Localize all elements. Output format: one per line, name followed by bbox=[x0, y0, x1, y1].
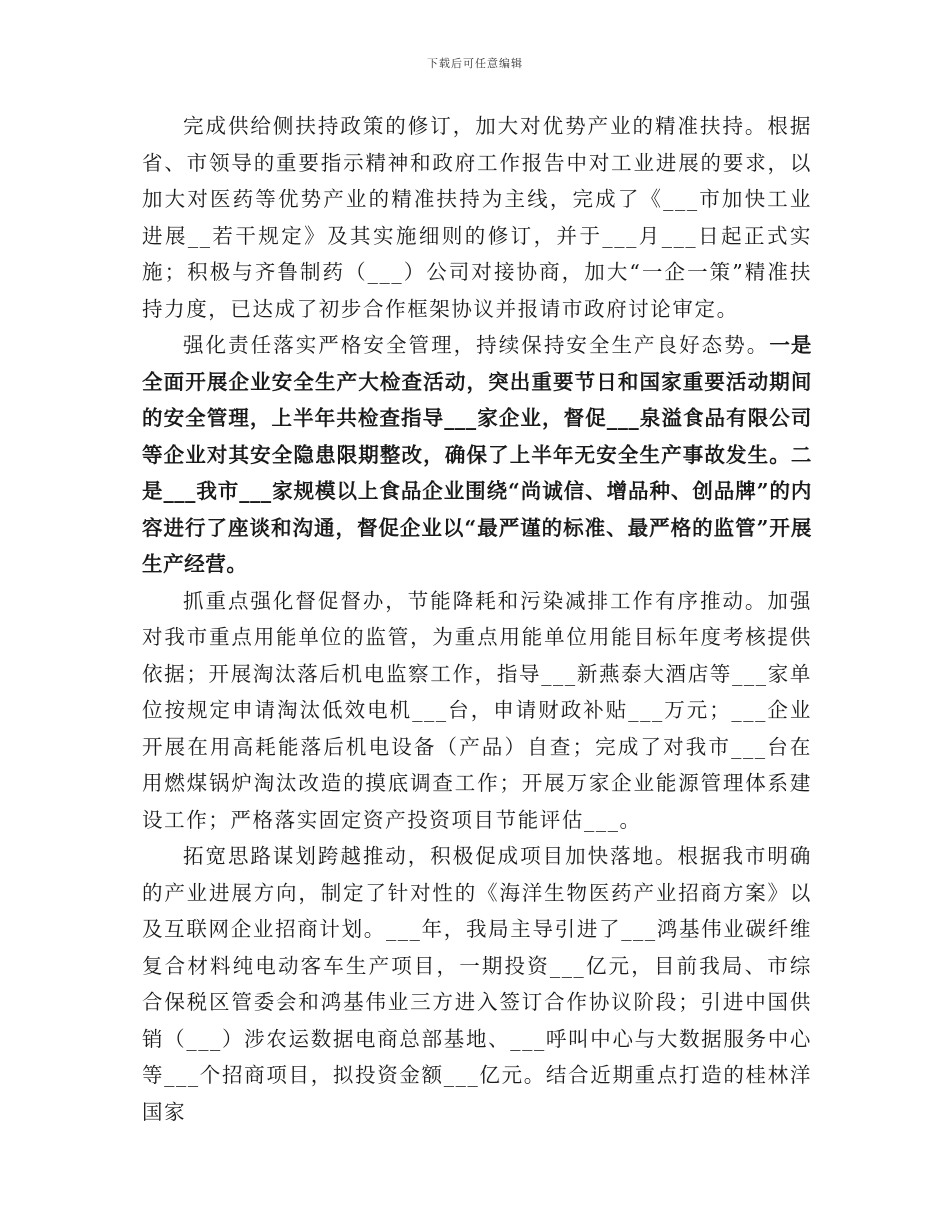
paragraph-body: 加强对我市重点用能单位的监管，为重点用能单位用能目标年度考核提供依据；开展淘汰落后机电监察工作，指导___新燕泰大酒店等___家单位按规定申请淘汰低效电机___台，申请财政补贴___万元；___企业开展在用高耗能落后机电设备（产品）自查；完成了对我市___台在用燃煤锅炉淘汰改造的摸底调查工作；开展万家企业能源管理体系建设工作；严格落实固定资产投资项目节能评估___。 bbox=[142, 588, 812, 832]
paragraph-lead: 强化责任落实严格安全管理，持续保持安全生产良好态势。 bbox=[183, 333, 770, 357]
paragraph-supply-side-policy bbox=[142, 108, 812, 327]
page-header: 下载后可任意编辑 bbox=[427, 57, 523, 70]
paragraph-lead: 完成供给侧扶持政策的修订，加大对优势产业的精准扶持。 bbox=[183, 114, 768, 138]
paragraph-body: 根据省、市领导的重要指示精神和政府工作报告中对工业进展的要求，以加大对医药等优势产业的精准扶持为主线，完成了《___市加快工业进展__若干规定》及其实施细则的修订，并于___月___日起正式实施；积极与齐鲁制药（___）公司对接协商，加大“一企一策”精准扶持力度，已达成了初步合作框架协议并报请市政府讨论审定。 bbox=[142, 114, 812, 321]
document-body bbox=[142, 108, 812, 1130]
paragraph-lead: 抓重点强化督促督办，节能降耗和污染减排工作有序推动。 bbox=[183, 588, 768, 613]
paragraph-energy-saving bbox=[142, 583, 812, 839]
paragraph-safety-management bbox=[142, 327, 812, 583]
paragraph-lead: 拓宽思路谋划跨越推动，积极促成项目加快落地。 bbox=[183, 844, 678, 868]
paragraph-body-bold: 一是全面开展企业安全生产大检查活动，突出重要节日和国家重要活动期间的安全管理，上半年共检查指导___家企业，督促___泉溢食品有限公司等企业对其安全隐患限期整改，确保了上半年无安全生产事故发生。二是___我市___家规模以上食品企业围绕“尚诚信、增品种、创品牌”的内容进行了座谈和沟通，督促企业以“最严谨的标准、最严格的监管”开展生产经营。 bbox=[142, 333, 812, 576]
paragraph-investment-projects bbox=[142, 838, 812, 1130]
paragraph-body: 根据我市明确的产业进展方向，制定了针对性的《海洋生物医药产业招商方案》以及互联网企业招商计划。___年，我局主导引进了___鸿基伟业碳纤维复合材料纯电动客车生产项目，一期投资___亿元，目前我局、市综合保税区管委会和鸿基伟业三方进入签订合作协议阶段；引进中国供销（___）涉农运数据电商总部基地、___呼叫中心与大数据服务中心等___个招商项目，拟投资金额___亿元。结合近期重点打造的桂林洋国家 bbox=[142, 844, 812, 1124]
